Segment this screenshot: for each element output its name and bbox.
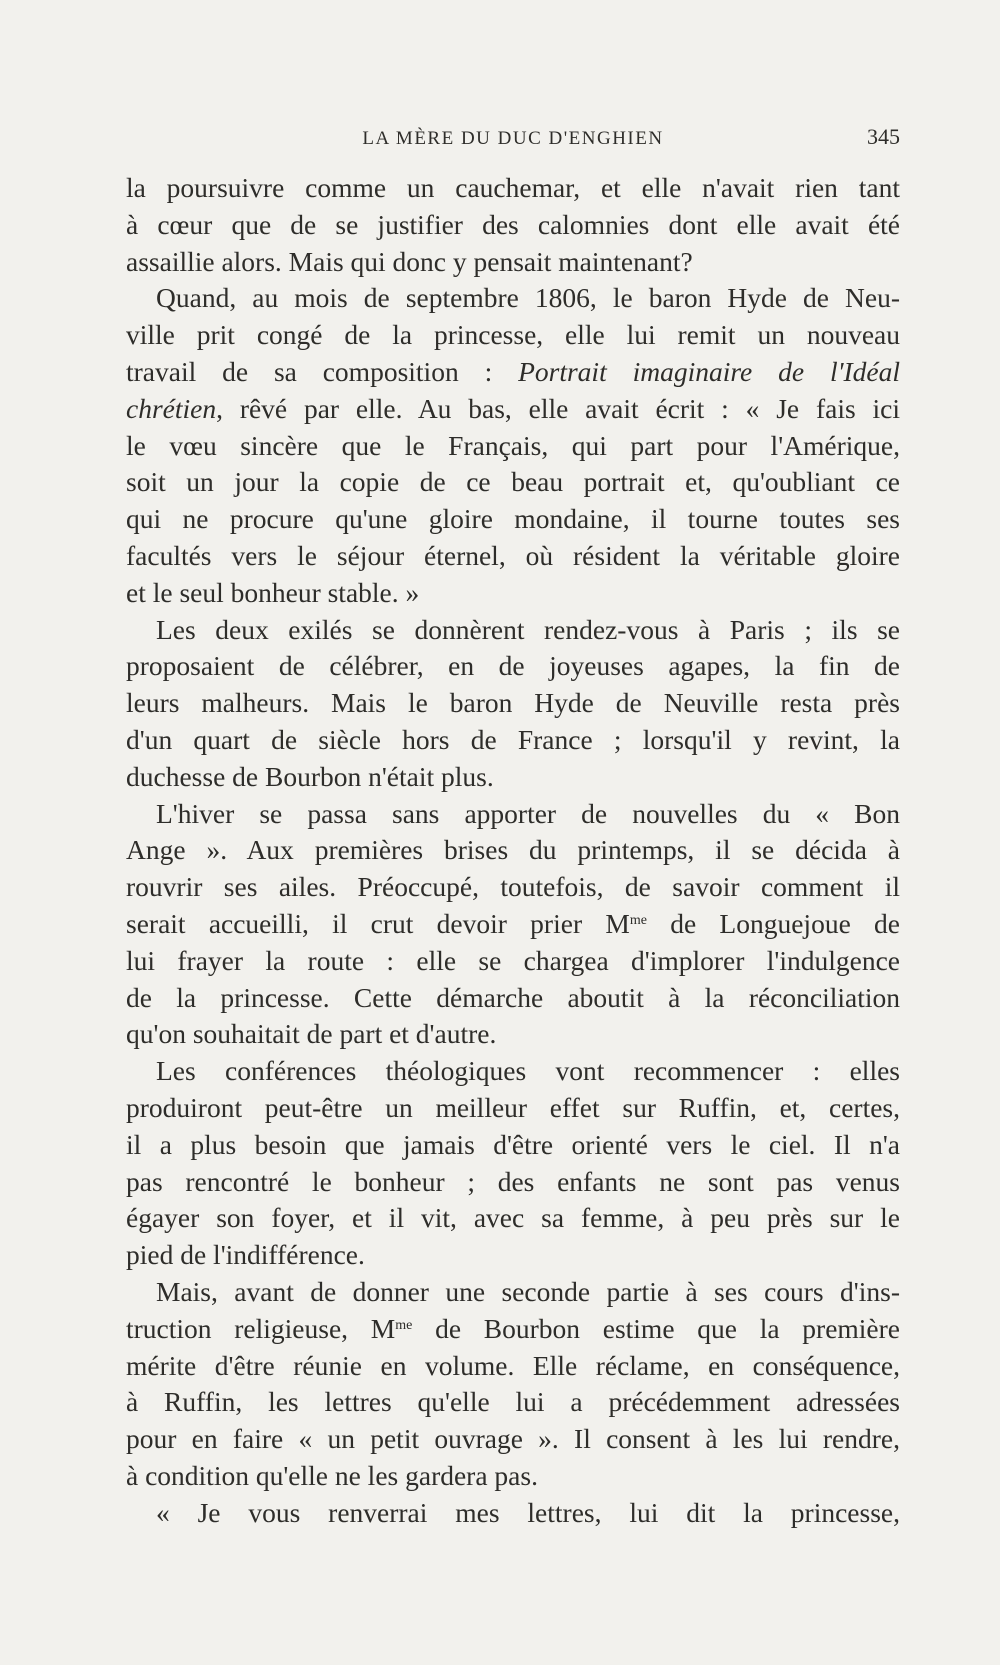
text-line: proposaient de célébrer, en de joyeuses agapes, la fin de [126, 650, 900, 682]
superscript: me [395, 1317, 413, 1333]
text-line: il a plus besoin que jamais d'être orienté vers le ciel. Il n'a [126, 1128, 900, 1160]
text-line: à cœur que de se justifier des calomnies dont elle avait été [126, 208, 900, 240]
text-line: pour en faire « un petit ouvrage ». Il consent à les lui rendre, [126, 1423, 900, 1455]
text-line: la poursuivre comme un cauchemar, et elle n'avait rien tant [126, 172, 900, 203]
text-line: rouvrir ses ailes. Préoccupé, toutefois, de savoir comment il [126, 871, 900, 903]
text-line: L'hiver se passa sans apporter de nouvelles du « Bon [156, 797, 900, 829]
text-line: pas rencontré le bonheur ; des enfants ne sont pas venus [126, 1165, 900, 1197]
text-run: de Longuejoue de [646, 907, 901, 939]
text-line: « Je vous renverrai mes lettres, lui dit la princesse, [156, 1496, 900, 1528]
text-line: ville prit congé de la princesse, elle lui remit un nouveau [126, 319, 900, 351]
text-line: leurs malheurs. Mais le baron Hyde de Neuville resta près [126, 687, 900, 719]
text-line: pied de l'indifférence. [126, 1239, 365, 1271]
text-line: duchesse de Bourbon n'était plus. [126, 760, 494, 792]
text-line: mérite d'être réunie en volume. Elle réclame, en conséquence, [126, 1349, 900, 1381]
text-line: le vœu sincère que le Français, qui part pour l'Amérique, [126, 429, 900, 461]
text-line: assaillie alors. Mais qui donc y pensait maintenant? [126, 245, 693, 277]
text-line [126, 906, 900, 943]
text-line: Mais, avant de donner une seconde partie à ses cours d'ins- [156, 1275, 900, 1307]
italic-title: chrétien [126, 392, 217, 424]
text-line: d'un quart de siècle hors de France ; lorsqu'il y revint, la [126, 723, 900, 755]
italic-title: Portrait imaginaire de l'Idéal [518, 355, 900, 387]
text-run: , rêvé par elle. Au bas, elle avait écrit : « Je fais ici [216, 392, 900, 424]
text-line: égayer son foyer, et il vit, avec sa femme, à peu près sur le [126, 1202, 900, 1234]
text-line: Ange ». Aux premières brises du printemps, il se décida à [126, 834, 900, 866]
page-header [126, 124, 900, 154]
text-run: serait accueilli, il crut devoir prier M [126, 907, 630, 939]
running-title: LA MÈRE DU DUC D'ENGHIEN [362, 128, 664, 149]
text-line: facultés vers le séjour éternel, où résident la véritable gloire [126, 539, 900, 571]
text-line [126, 391, 900, 428]
text-line: qu'on souhaitait de part et d'autre. [126, 1018, 497, 1050]
text-run: de Bourbon estime que la première [412, 1312, 900, 1344]
text-run: travail de sa composition : [126, 355, 519, 387]
text-run: truction religieuse, M [126, 1312, 396, 1344]
page-number: 345 [867, 124, 900, 149]
superscript: me [629, 912, 647, 928]
text-line: et le seul bonheur stable. » [126, 576, 420, 608]
text-line: Les conférences théologiques vont recommencer : elles [156, 1055, 900, 1087]
text-line [126, 1311, 900, 1348]
text-line: à Ruffin, les lettres qu'elle lui a précédemment adressées [126, 1386, 900, 1418]
body-text [126, 170, 900, 1531]
text-line: Les deux exilés se donnèrent rendez-vous à Paris ; ils se [156, 613, 900, 645]
text-line: Quand, au mois de septembre 1806, le baron Hyde de Neu- [156, 282, 900, 314]
text-line [126, 354, 900, 391]
text-line: à condition qu'elle ne les gardera pas. [126, 1459, 538, 1491]
text-line: lui frayer la route : elle se chargea d'implorer l'indulgence [126, 944, 900, 976]
text-line: qui ne procure qu'une gloire mondaine, il tourne toutes ses [126, 503, 900, 535]
text-line: soit un jour la copie de ce beau portrait et, qu'oubliant ce [126, 466, 900, 498]
text-line: de la princesse. Cette démarche aboutit à la réconciliation [126, 981, 900, 1013]
text-line: produiront peut-être un meilleur effet sur Ruffin, et, certes, [126, 1091, 900, 1123]
